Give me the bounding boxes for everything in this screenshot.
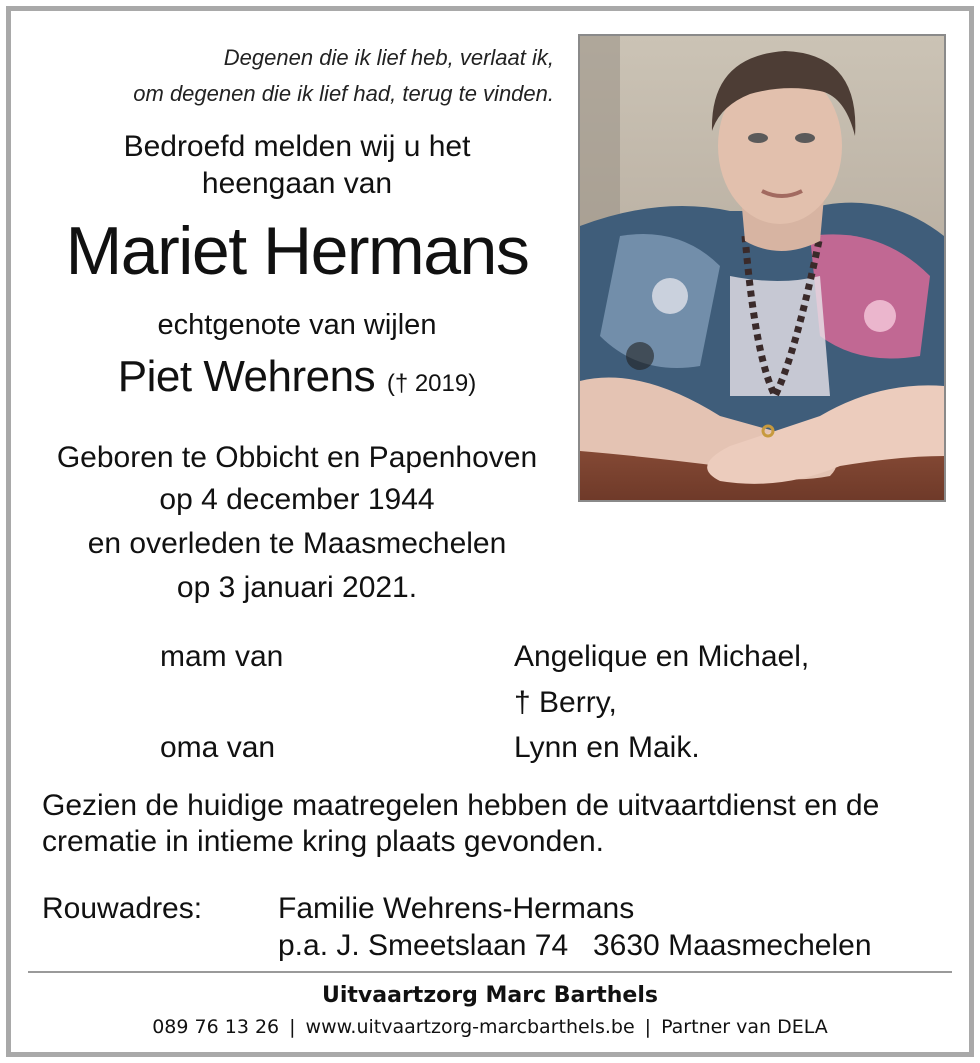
notice-line-2: crematie in intieme kring plaats gevonden. — [42, 825, 604, 858]
birth-date: op 4 december 1944 — [159, 483, 435, 516]
spouse-death-note: († 2019) — [386, 370, 477, 397]
quote-line-2: om degenen die ik lief had, terug te vinden. — [133, 81, 554, 106]
deceased-name: Mariet Hermans — [65, 213, 529, 289]
funeral-home-contact — [0, 1016, 980, 1038]
deceased-child: † Berry, — [514, 686, 617, 719]
portrait-photo — [578, 34, 946, 502]
birth-place: Geboren te Obbicht en Papenhoven — [56, 441, 538, 474]
mam-label: mam van — [160, 640, 284, 673]
quote-line-1: Degenen die ik lief heb, verlaat ik, — [223, 45, 554, 70]
spouse-label: echtgenote van wijlen — [157, 309, 437, 341]
children-names: Angelique en Michael, — [514, 640, 810, 673]
spouse-name: Piet Wehrens — [117, 352, 376, 401]
separator: | — [289, 1016, 296, 1038]
oma-label: oma van — [160, 731, 276, 764]
funeral-home-partner: Partner van DELA — [661, 1016, 828, 1038]
address-label: Rouwadres: — [42, 892, 203, 925]
address-city: 3630 Maasmechelen — [593, 929, 872, 962]
intro-line-1: Bedroefd melden wij u het — [123, 130, 471, 163]
footer-divider — [28, 971, 952, 973]
death-place: en overleden te Maasmechelen — [87, 527, 507, 560]
spouse-line — [0, 352, 594, 402]
death-date: op 3 januari 2021. — [176, 571, 418, 604]
funeral-home-name: Uitvaartzorg Marc Barthels — [322, 983, 658, 1008]
address-street: p.a. J. Smeetslaan 74 — [278, 929, 569, 962]
notice-line-1: Gezien de huidige maatregelen hebben de uitvaartdienst en de — [42, 789, 880, 822]
grandchildren-names: Lynn en Maik. — [514, 731, 700, 764]
intro-line-2: heengaan van — [201, 167, 393, 200]
address-family: Familie Wehrens-Hermans — [278, 892, 635, 925]
separator: | — [644, 1016, 652, 1038]
funeral-home-website[interactable]: www.uitvaartzorg-marcbarthels.be — [305, 1016, 635, 1038]
funeral-home-phone: 089 76 13 26 — [152, 1016, 280, 1038]
